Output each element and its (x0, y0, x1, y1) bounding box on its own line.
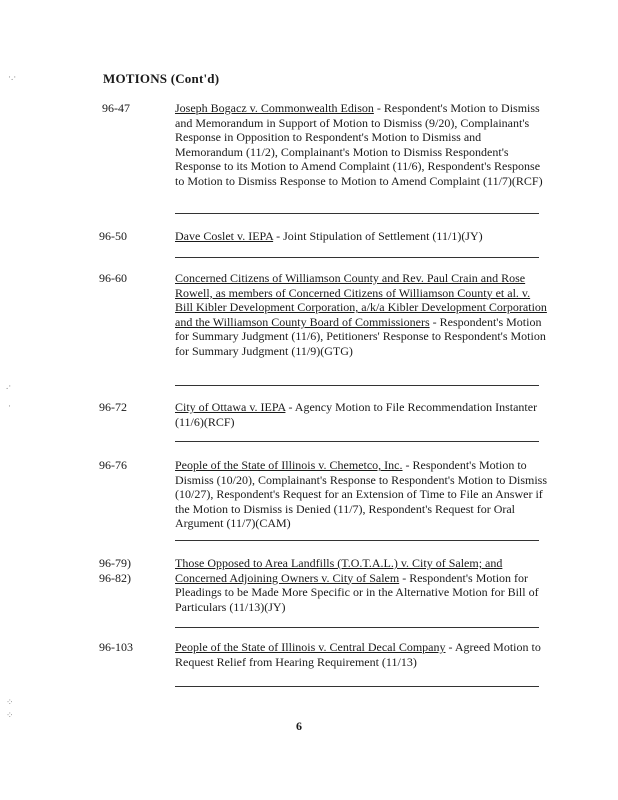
docket-number: 96-47 (102, 101, 130, 115)
docket-number: 96-79) (99, 556, 131, 570)
case-title: People of the State of Illinois v. Central Decal Company (175, 640, 446, 654)
motion-description (175, 271, 547, 359)
divider (175, 540, 539, 541)
motion-text: - Agency Motion to File Recommendation Instanter (11/6)(RCF) (175, 400, 538, 429)
scan-speck: .· (6, 381, 12, 391)
motion-text: - Joint Stipulation of Settlement (11/1)(JY) (273, 229, 483, 243)
page-number: 6 (296, 719, 302, 733)
divider (175, 627, 539, 628)
motion-text: - Respondent's Motion for Pleadings to be Made More Specific or in the Alternative Motion for Bill of Particulars (11/13)(JY) (175, 570, 539, 614)
motion-description (175, 556, 547, 614)
divider (175, 686, 539, 687)
motion-description (175, 640, 547, 669)
docket-number: 96-50 (99, 229, 127, 243)
motion-description (175, 458, 547, 531)
motion-description (175, 101, 547, 189)
scan-speck: ·.· (8, 72, 17, 82)
divider (175, 257, 539, 258)
motion-text: - Respondent's Motion to Dismiss and Memorandum in Support of Motion to Dismiss (9/20), Complainant's Response in Opposition to Respondent's Motion to Dismiss and Memorandum (11/2), Complainant's Motion to Dismiss Respondent's Response to its Motion to Amend Complaint (11/6), Respondent's Response to Motion to Dismiss Response to Motion to Amend Complaint (11/7)(RCF) (175, 101, 543, 188)
case-title: Dave Coslet v. IEPA (175, 229, 274, 243)
scan-speck: · (8, 401, 11, 411)
divider (175, 213, 539, 214)
scan-speck: ⁘ (6, 697, 14, 707)
docket-number: 96-60 (99, 271, 127, 285)
case-title: People of the State of Illinois v. Chemetco, Inc. (175, 458, 403, 472)
motion-text: - Respondent's Motion for Summary Judgment (11/6), Petitioners' Response to Respondent's Motion for Summary Judgment (11/9)(GTG) (175, 314, 546, 358)
docket-number: 96-72 (99, 400, 127, 414)
docket-number: 96-103 (99, 640, 133, 654)
divider (175, 441, 539, 442)
docket-number: 96-82) (99, 570, 131, 585)
motion-description (175, 400, 547, 429)
docket-numbers (99, 556, 131, 585)
section-heading: MOTIONS (Cont'd) (103, 71, 220, 86)
scan-speck: ⁘ (6, 710, 14, 720)
docket-number: 96-76 (99, 458, 127, 472)
case-title: City of Ottawa v. IEPA (175, 400, 286, 414)
motion-text: - Respondent's Motion to Dismiss (10/20), Complainant's Response to Respondent's Motion to Dismiss (10/27), Respondent's Request for an Extension of Time to File an Answer if the Motion to Dismiss is Denied (11/7), Respondent's Request for Oral Argument (11/7)(CAM) (175, 458, 547, 531)
case-title: Concerned Citizens of Williamson County and Rev. Paul Crain and Rose Rowell, as members of Concerned Citizens of Williamson County et al. v. Bill Kibler Development Corporation, a/k/a Kibler Development Corporation and the Williamson County Board of Commissioners (175, 271, 547, 329)
divider (175, 385, 539, 386)
case-title: Joseph Bogacz v. Commonwealth Edison (175, 101, 374, 115)
motion-description (175, 229, 547, 244)
motion-text: - Agreed Motion to Request Relief from Hearing Requirement (11/13) (175, 640, 541, 669)
case-title: Those Opposed to Area Landfills (T.O.T.A.L.) v. City of Salem; and Concerned Adjoining Owners v. City of Salem (175, 556, 503, 585)
